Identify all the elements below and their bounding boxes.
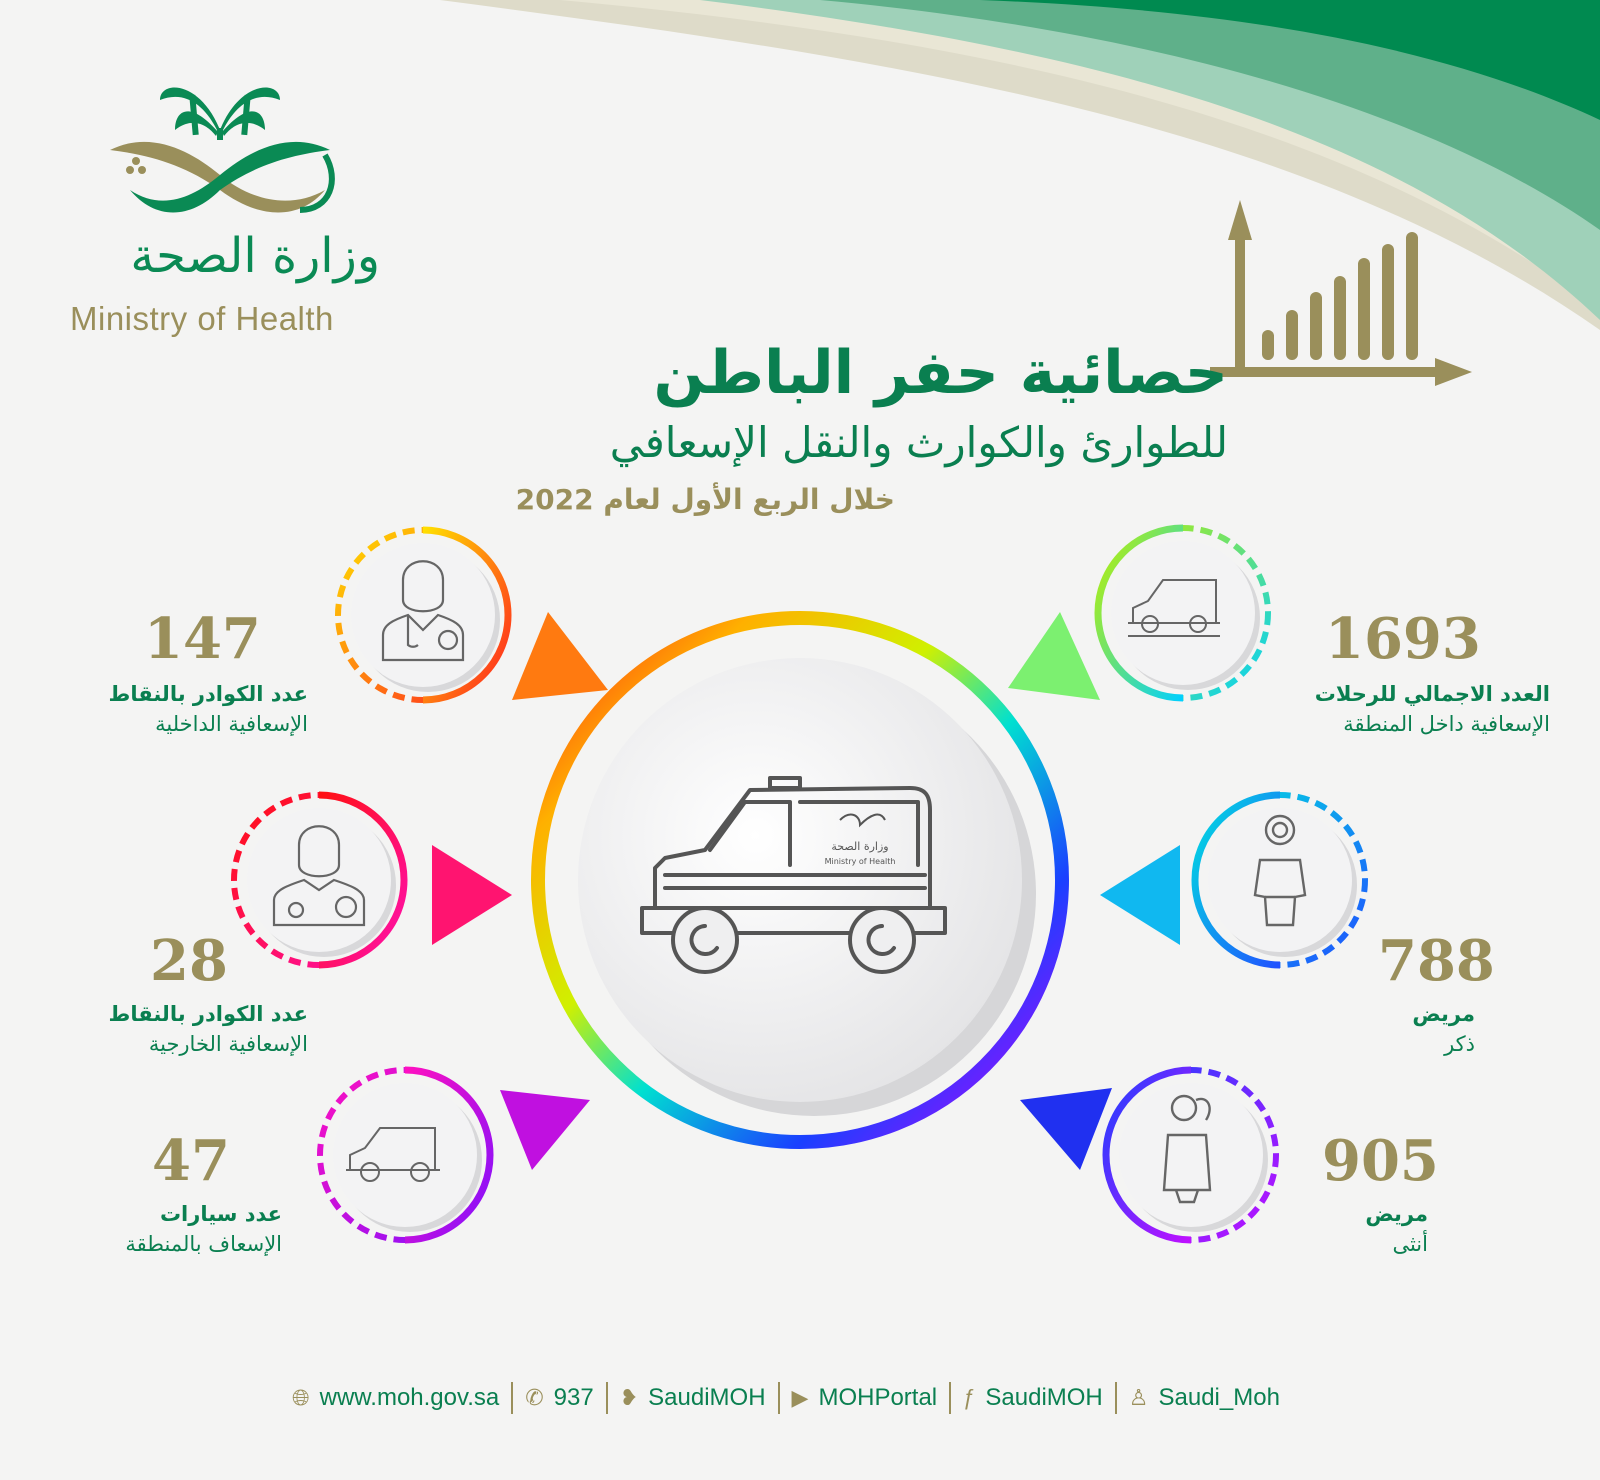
stat-label: مريض bbox=[1412, 1002, 1475, 1026]
center-logo-ar: وزارة الصحة bbox=[831, 840, 889, 853]
stat-label: ذكر bbox=[1444, 1032, 1475, 1056]
logo-name-en: Ministry of Health bbox=[70, 300, 334, 337]
arrow-icon bbox=[512, 612, 608, 700]
stat-label: عدد الكوادر بالنقاط bbox=[108, 682, 308, 706]
arrow-icon bbox=[432, 845, 512, 945]
arrow-icon bbox=[1008, 612, 1100, 700]
stat-label: مريض bbox=[1365, 1202, 1428, 1226]
stat-value: 788 bbox=[1378, 928, 1495, 994]
footer-phone[interactable] bbox=[513, 1384, 605, 1412]
logo-name-ar: وزارة الصحة bbox=[130, 228, 380, 284]
stat-label: الإسعاف بالمنطقة bbox=[125, 1232, 282, 1256]
stat-value: 28 bbox=[150, 928, 228, 994]
stat-circle-male bbox=[1185, 785, 1375, 975]
stat-label: الإسعافية الخارجية bbox=[148, 1032, 308, 1056]
stat-circle-female bbox=[1096, 1060, 1286, 1250]
stat-circle-trips bbox=[1088, 518, 1278, 708]
stat-circle-paramedic bbox=[328, 520, 518, 710]
footer-text: www.moh.gov.sa bbox=[319, 1384, 500, 1411]
page-subtitle: للطوارئ والكوارث والنقل الإسعافي bbox=[609, 418, 1228, 467]
stat-label: عدد الكوادر بالنقاط bbox=[108, 1002, 308, 1026]
stat-value: 47 bbox=[152, 1128, 230, 1194]
footer-website[interactable] bbox=[280, 1384, 511, 1412]
stat-value: 1693 bbox=[1325, 606, 1481, 672]
stat-circle-doctor bbox=[224, 785, 414, 975]
phone-icon: ✆ bbox=[525, 1385, 544, 1410]
page-title: حصائية حفر الباطن bbox=[653, 338, 1228, 408]
arrow-icon bbox=[500, 1090, 590, 1170]
footer-facebook[interactable] bbox=[951, 1384, 1115, 1412]
footer-twitter[interactable] bbox=[608, 1384, 778, 1412]
footer-snapchat[interactable] bbox=[1117, 1384, 1292, 1412]
stat-label: أنثى bbox=[1392, 1232, 1428, 1256]
footer-contacts bbox=[280, 1378, 1292, 1418]
stat-label: الإسعافية الداخلية bbox=[155, 712, 308, 736]
stat-label: العدد الاجمالي للرحلات bbox=[1314, 682, 1550, 706]
facebook-icon: ƒ bbox=[963, 1385, 976, 1410]
footer-text: SaudiMOH bbox=[985, 1384, 1103, 1411]
stat-circle-ambulance bbox=[310, 1060, 500, 1250]
snapchat-icon: ♙ bbox=[1128, 1385, 1149, 1410]
stat-value: 147 bbox=[144, 606, 261, 672]
footer-text: MOHPortal bbox=[818, 1384, 938, 1411]
arrow-icon bbox=[1100, 845, 1180, 945]
twitter-icon: ❥ bbox=[619, 1385, 639, 1410]
stat-value: 905 bbox=[1322, 1128, 1439, 1194]
globe-icon: 🌐︎ bbox=[292, 1385, 310, 1410]
footer-text: Saudi_Moh bbox=[1158, 1384, 1280, 1411]
stat-label: الإسعافية داخل المنطقة bbox=[1343, 712, 1550, 736]
footer-text: 937 bbox=[553, 1384, 594, 1411]
footer-youtube[interactable] bbox=[780, 1384, 950, 1412]
stat-label: عدد سيارات bbox=[159, 1202, 282, 1226]
footer-text: SaudiMOH bbox=[648, 1384, 766, 1411]
period-label: خلال الربع الأول لعام 2022 bbox=[515, 483, 895, 516]
youtube-icon: ▶ bbox=[791, 1385, 809, 1410]
center-logo-en: Ministry of Health bbox=[824, 857, 896, 866]
